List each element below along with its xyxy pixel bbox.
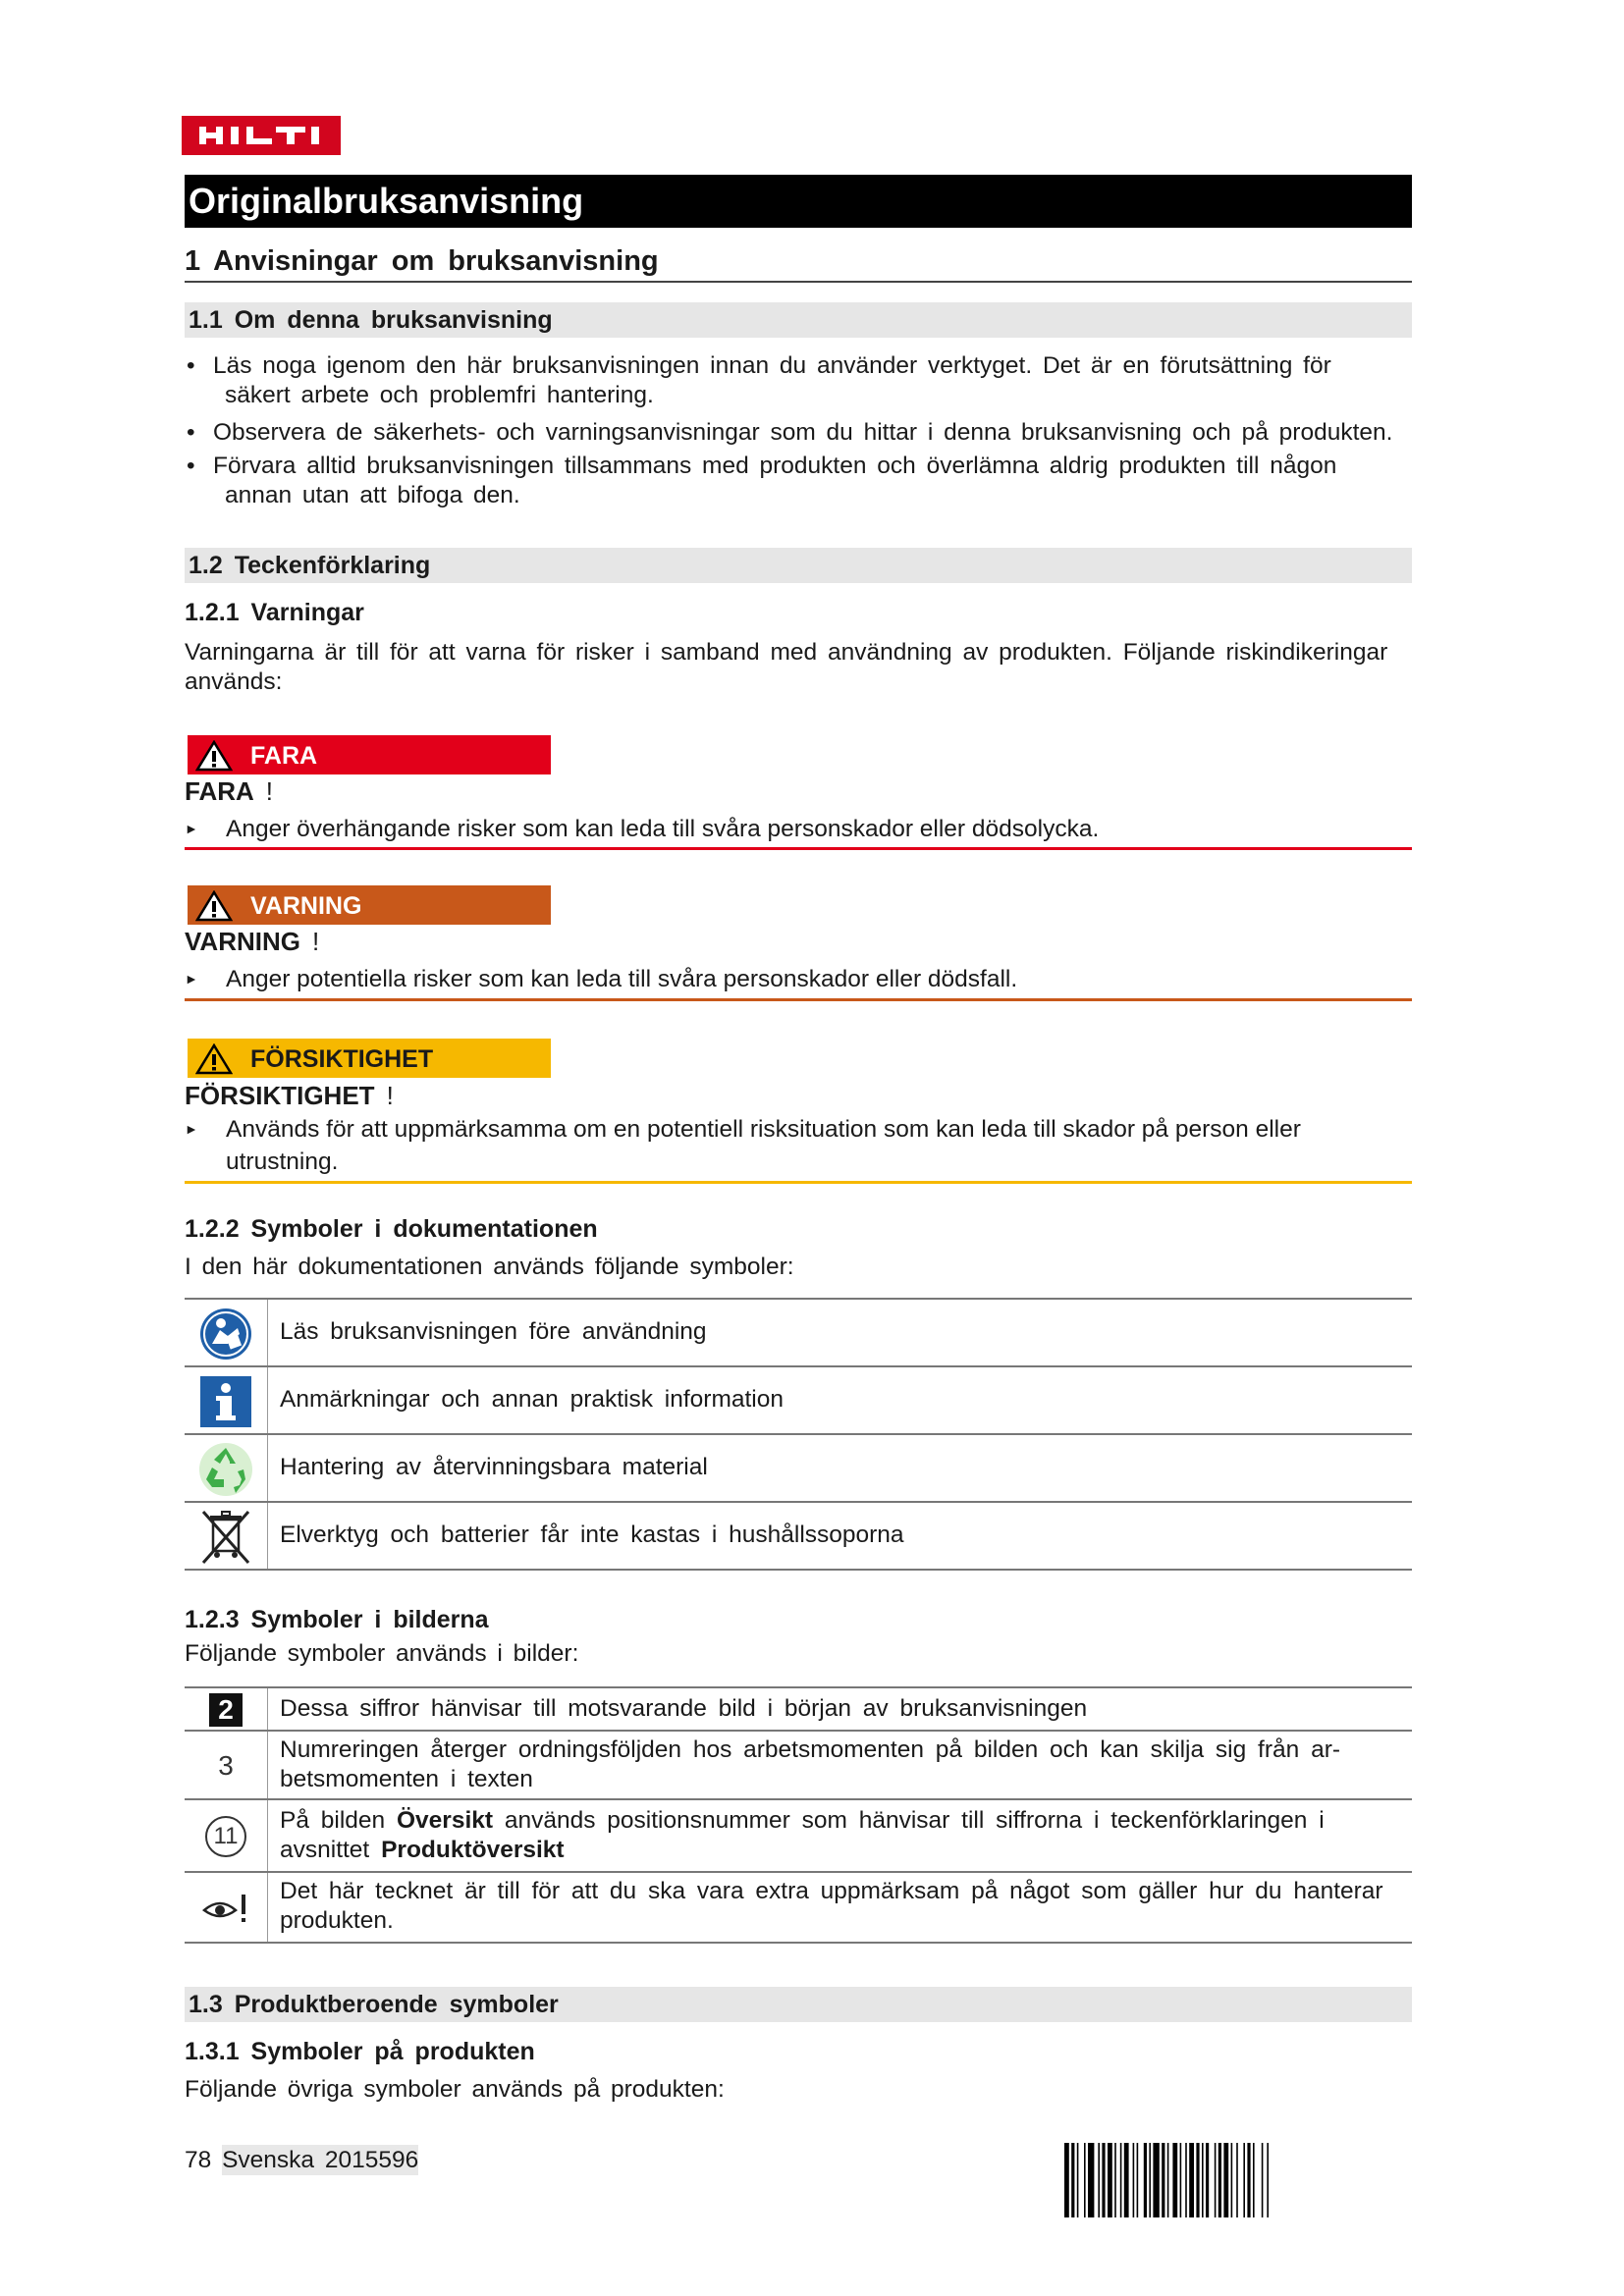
footer-code: 2015596 (324, 2147, 419, 2173)
signal-description (185, 1113, 1412, 1178)
row-line: Numreringen återger ordningsföljden hos arbetsmomenten på bilden och kan skilja sig från ar- (280, 1736, 1341, 1763)
step-number-icon: 3 (218, 1750, 234, 1781)
section-1-3-heading: 1.3 Produktberoende symboler (185, 1987, 1412, 2022)
intro-line: Varningarna är till för att varna för risker i samband med användning av produkten. Följande riskindikeringar (185, 639, 1388, 666)
signal-word (185, 926, 319, 957)
signal-text: Anger potentiella risker som kan leda till svåra personskador eller dödsfall. (226, 966, 1018, 992)
symbols-doc-intro: I den här dokumentationen används följande symboler: (185, 1254, 794, 1280)
signal-word-text: FÖRSIKTIGHET (185, 1081, 375, 1110)
symbols-figures-intro: Följande symboler används i bilder: (185, 1640, 579, 1667)
section-1-3-1-heading: 1.3.1 Symboler på produkten (185, 2038, 535, 2065)
footer-language: Svenska (222, 2147, 315, 2173)
warning-triangle-icon (195, 1043, 233, 1075)
hilti-logo (182, 116, 341, 155)
section-1-2-heading: 1.2 Teckenförklaring (185, 548, 1412, 583)
row-text: Läs bruksanvisningen före användning (280, 1318, 707, 1345)
arrow-bullet-icon: ► (185, 971, 198, 987)
badge-label: FARA (250, 742, 318, 770)
warnings-intro (185, 638, 1522, 697)
list-item: • Observera de säkerhets- och varningsanvisningar som du hittar i denna bruksanvisning och på produkten. (187, 419, 1393, 446)
table-bottom-rule (185, 1569, 1412, 1571)
intro-line: används: (185, 668, 283, 695)
badge-label: VARNING (250, 892, 362, 920)
warning-triangle-icon (195, 740, 233, 772)
table-row (185, 1298, 1412, 1367)
row-line: produkten. (280, 1907, 394, 1934)
crossed-bin-icon (185, 1503, 268, 1571)
row-line: Det här tecknet är till för att du ska vara extra uppmärksam på något som gäller hur du hanterar (280, 1878, 1383, 1904)
warning-rule (185, 998, 1412, 1001)
row-line-part: används positionsnummer som hänvisar till siffrorna i teckenförklaringen i (493, 1807, 1325, 1834)
signal-word (185, 1080, 394, 1111)
row-text: Hantering av återvinningsbara material (280, 1454, 708, 1480)
danger-rule (185, 847, 1412, 850)
position-number-icon: 11 (205, 1816, 246, 1857)
row-text: Elverktyg och batterier får inte kastas i hushållssoporna (280, 1522, 904, 1548)
signal-text: utrustning. (226, 1148, 339, 1175)
signal-text: Används för att uppmärksamma om en potentiell risksituation som kan leda till skador på person eller (226, 1116, 1301, 1143)
badge-label: FÖRSIKTIGHET (250, 1045, 434, 1073)
signal-description (185, 813, 1412, 845)
table-row (185, 1433, 1412, 1503)
arrow-bullet-icon: ► (185, 1121, 198, 1137)
signal-bang: ! (265, 776, 274, 806)
page-footer (185, 2146, 418, 2175)
table-bottom-rule (185, 1942, 1412, 1944)
arrow-bullet-icon: ► (185, 821, 198, 836)
read-manual-icon (185, 1300, 268, 1367)
row-line-bold: Produktöversikt (381, 1837, 565, 1863)
bullet-line: säkert arbete och problemfri hantering. (225, 382, 654, 408)
bullet-line: Förvara alltid bruksanvisningen tillsammans med produkten och överlämna aldrig produkten till någon (213, 453, 1337, 479)
info-icon (185, 1367, 268, 1435)
warning-triangle-icon (195, 890, 233, 922)
doc-symbols-table (185, 1298, 1412, 1573)
list-item: • Läs noga igenom den här bruksanvisningen innan du använder verktyget. Det är en förutsättning för säkert arbete och problemfri hantering. (185, 351, 1522, 410)
row-text: Dessa siffror hänvisar till motsvarande bild i början av bruksanvisningen (280, 1695, 1088, 1722)
attention-eye-icon (185, 1873, 268, 1944)
list-item: • Förvara alltid bruksanvisningen tillsammans med produkten och överlämna aldrig produkten till någon annan utan att bifoga den. (185, 452, 1522, 510)
signal-word-text: VARNING (185, 927, 300, 956)
row-line: betsmomenten i texten (280, 1766, 533, 1792)
table-row (185, 1730, 1412, 1800)
recycle-icon (185, 1435, 268, 1503)
row-text (280, 1735, 1458, 1794)
table-row (185, 1501, 1412, 1571)
table-row (185, 1871, 1412, 1944)
row-text: Anmärkningar och annan praktisk information (280, 1386, 784, 1413)
danger-badge (188, 735, 551, 774)
barcode (1064, 2143, 1412, 2217)
bullet-line: Läs noga igenom den här bruksanvisningen innan du använder verktyget. Det är en förutsättning för (213, 352, 1331, 379)
row-text (280, 1877, 1458, 1936)
warning-badge (188, 885, 551, 925)
page-number: 78 (185, 2147, 212, 2173)
table-row (185, 1686, 1412, 1732)
row-line-part: avsnittet (280, 1837, 382, 1863)
signal-description (185, 963, 1412, 995)
section-1-2-1-heading: 1.2.1 Varningar (185, 599, 364, 626)
caution-rule (185, 1181, 1412, 1184)
table-row (185, 1365, 1412, 1435)
signal-text: Anger överhängande risker som kan leda till svåra personskador eller dödsolycka. (226, 816, 1100, 842)
section-1-heading: 1 Anvisningar om bruksanvisning (185, 241, 1412, 283)
row-line (280, 1806, 1458, 1836)
table-row (185, 1798, 1412, 1873)
section-1-2-3-heading: 1.2.3 Symboler i bilderna (185, 1606, 489, 1633)
signal-word (185, 775, 273, 807)
row-line-bold: Översikt (396, 1807, 494, 1834)
product-symbols-intro: Följande övriga symboler används på produkten: (185, 2076, 725, 2103)
row-line-part: På bilden (280, 1807, 397, 1834)
bullet-line: annan utan att bifoga den. (225, 482, 520, 508)
figure-number-icon: 2 (209, 1693, 243, 1727)
section-1-2-2-heading: 1.2.2 Symboler i dokumentationen (185, 1215, 598, 1243)
figure-symbols-table (185, 1686, 1412, 1951)
document-title: Originalbruksanvisning (185, 175, 1412, 228)
bullet-line: Observera de säkerhets- och varningsanvisningar som du hittar i denna bruksanvisning och på produkten. (213, 419, 1393, 446)
signal-bang: ! (386, 1081, 394, 1110)
signal-word-text: FARA (185, 776, 254, 806)
section-1-1-heading: 1.1 Om denna bruksanvisning (185, 302, 1412, 338)
row-text (280, 1806, 1458, 1865)
signal-bang: ! (311, 927, 320, 956)
caution-badge (188, 1039, 551, 1078)
row-line (280, 1836, 1458, 1865)
